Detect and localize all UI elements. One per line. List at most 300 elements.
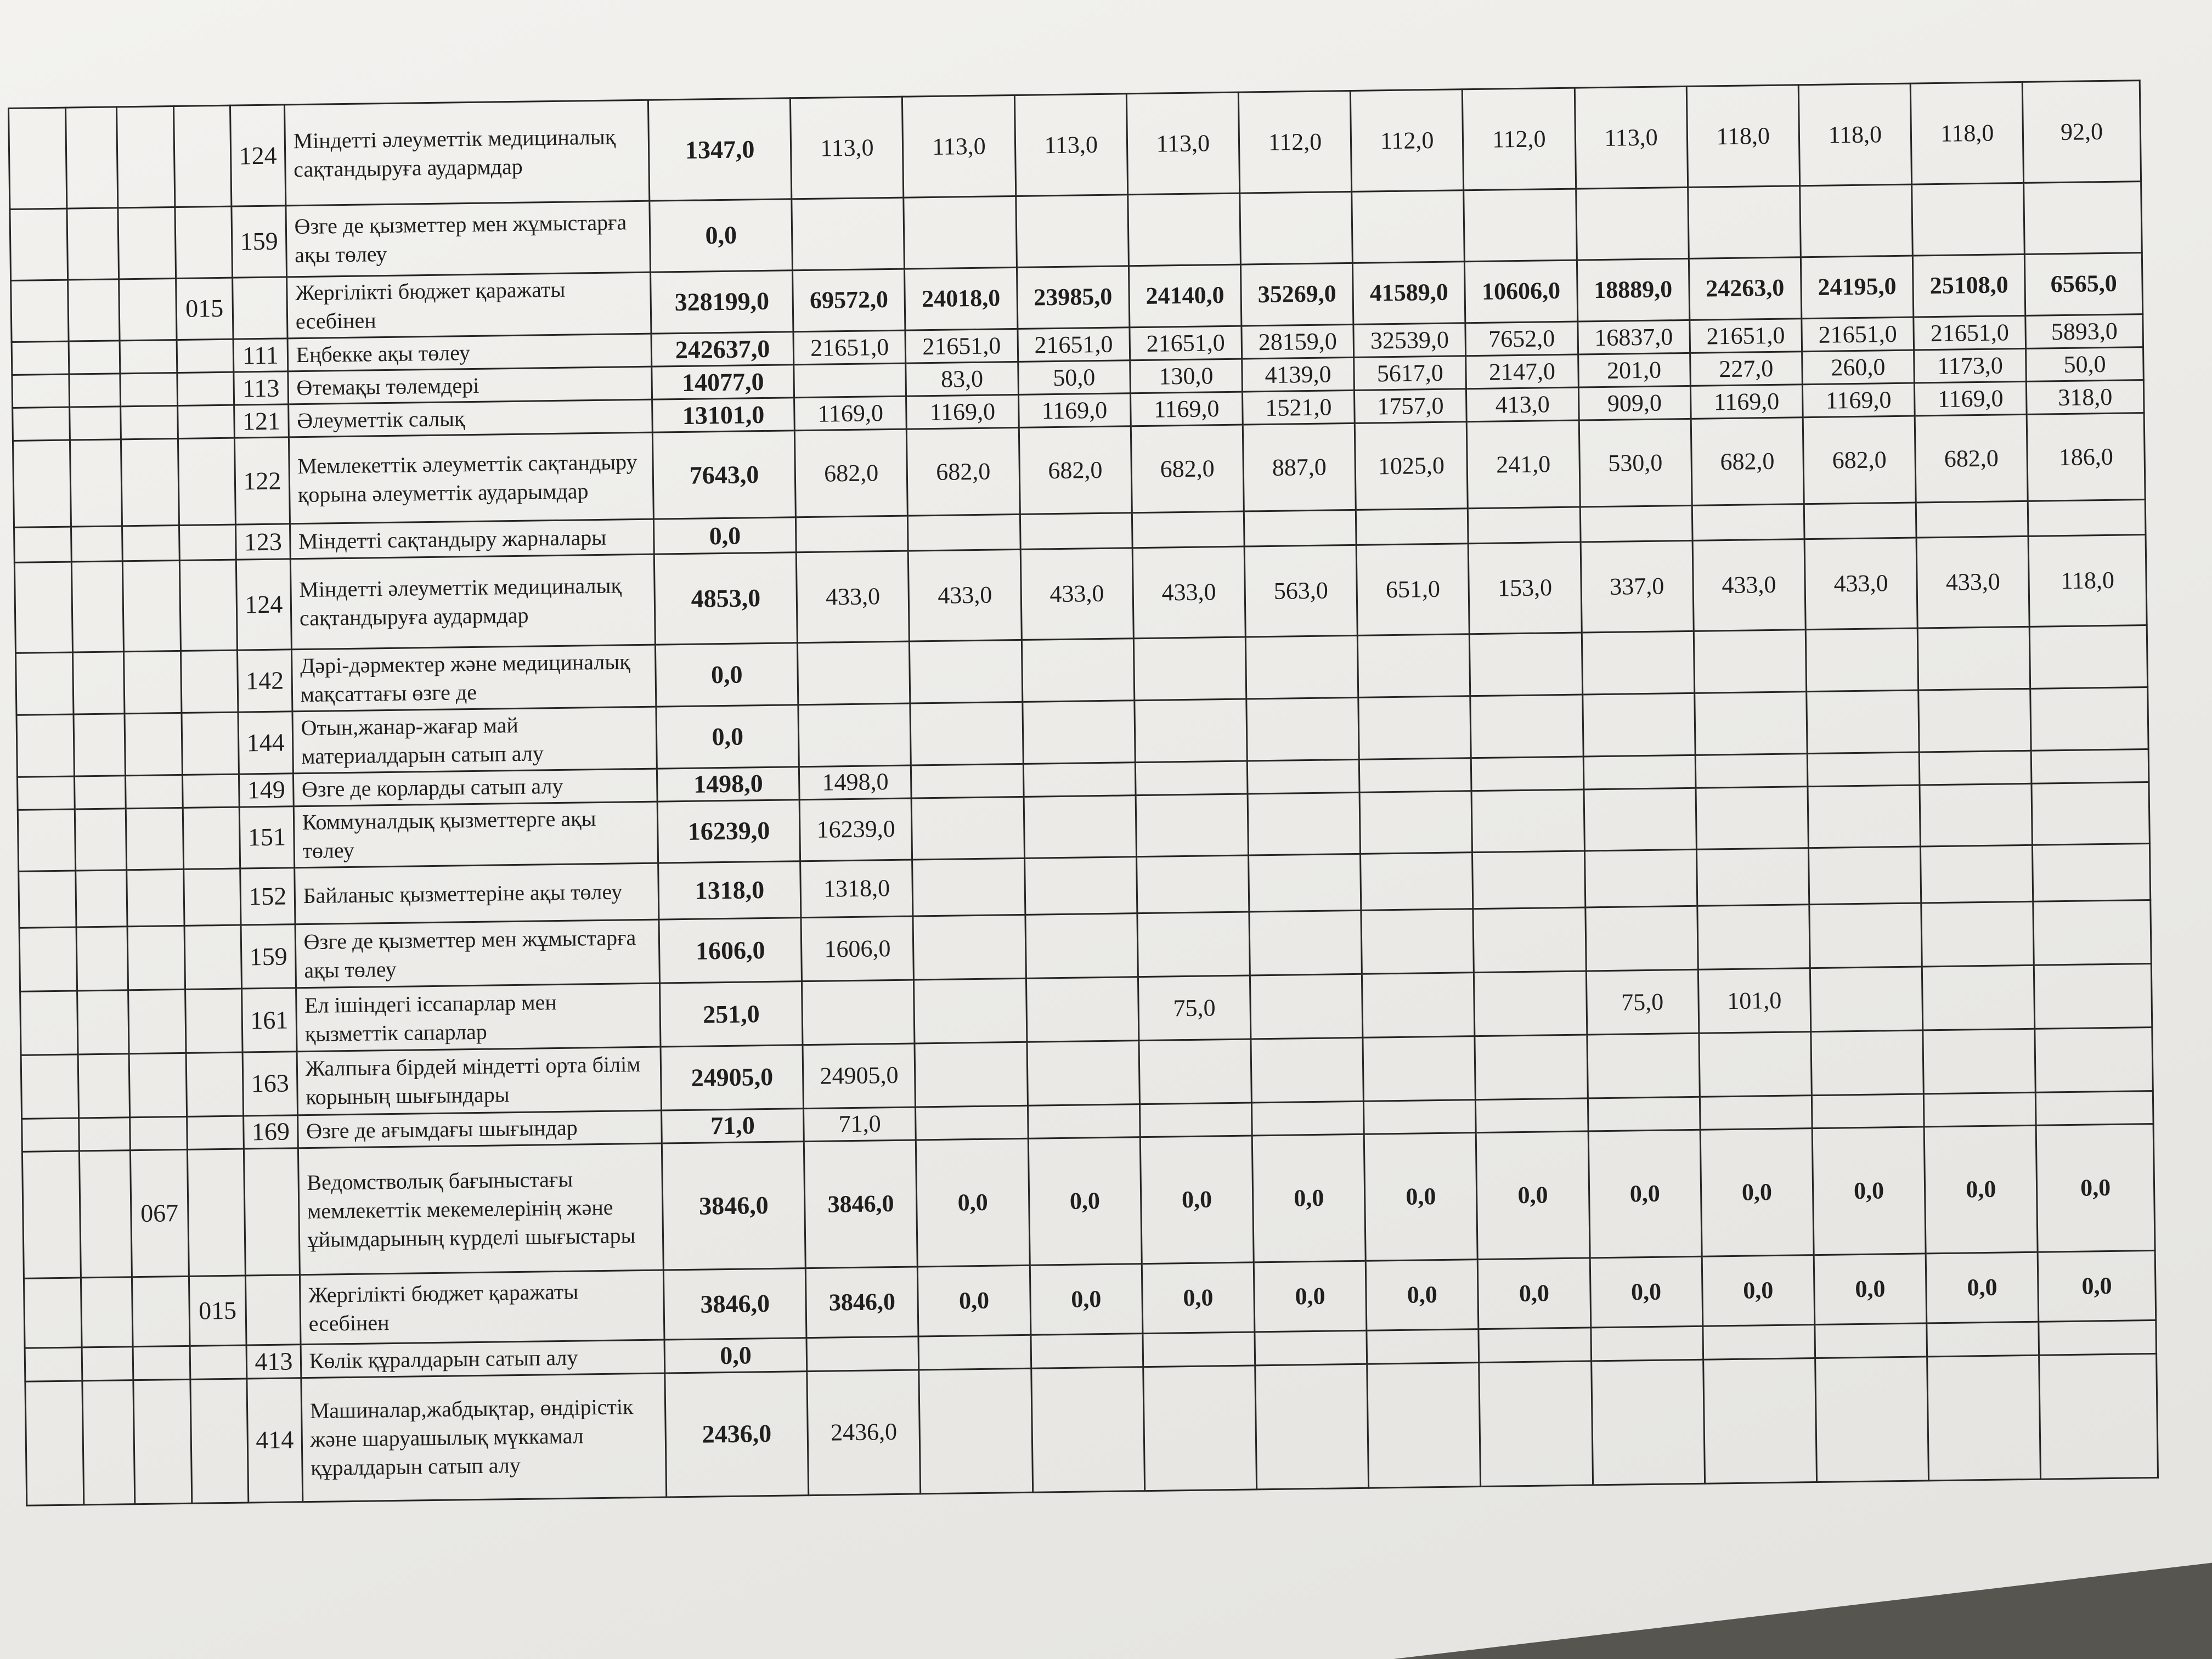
total-cell: 4853,0	[654, 552, 797, 645]
month-value-cell	[910, 702, 1023, 765]
month-value-cell: 16837,0	[1577, 320, 1690, 355]
month-value-cell	[1022, 639, 1135, 702]
margin-cell	[12, 374, 69, 408]
month-value-cell	[1807, 690, 1920, 753]
month-value-cell	[1028, 1104, 1140, 1138]
subprogram-code-cell	[182, 712, 239, 775]
month-value-cell	[806, 1336, 919, 1371]
margin-cell	[22, 1151, 81, 1279]
month-value-cell	[1248, 854, 1361, 912]
month-value-cell	[1251, 1101, 1364, 1136]
month-value-cell	[1812, 1094, 1924, 1128]
month-value-cell	[802, 980, 915, 1045]
month-value-cell	[1696, 848, 1809, 906]
margin-cell	[78, 1054, 130, 1118]
month-value-cell: 0,0	[1814, 1254, 1927, 1324]
program-code-cell	[125, 775, 182, 808]
month-value-cell	[919, 1368, 1032, 1494]
month-value-cell	[1585, 906, 1698, 971]
margin-cell	[24, 1278, 81, 1348]
month-value-cell	[1246, 697, 1359, 760]
month-value-cell	[1245, 636, 1358, 699]
month-value-cell	[1356, 509, 1468, 545]
specifics-cell: Өзге де корларды сатып алу	[293, 769, 657, 806]
month-value-cell	[2036, 1091, 2154, 1125]
margin-cell	[79, 1150, 132, 1278]
program-code-cell	[128, 990, 186, 1054]
month-value-cell: 0,0	[916, 1138, 1030, 1267]
month-value-cell: 5617,0	[1354, 356, 1466, 391]
margin-cell	[81, 1277, 133, 1347]
month-value-cell	[1807, 752, 1920, 787]
margin-cell	[74, 714, 126, 776]
margin-cell	[71, 526, 122, 562]
month-value-cell: 0,0	[2038, 1251, 2155, 1322]
total-cell: 0,0	[655, 643, 798, 707]
margin-cell	[14, 562, 72, 653]
month-value-cell	[1136, 794, 1249, 857]
expense-code-cell: 142	[238, 650, 292, 712]
expense-code-cell	[246, 1275, 301, 1345]
budget-ledger	[8, 80, 2159, 1506]
month-value-cell: 318,0	[2027, 380, 2145, 415]
month-value-cell: 21651,0	[905, 329, 1018, 364]
month-value-cell: 563,0	[1244, 545, 1357, 637]
specifics-cell: Өзге де ағымдағы шығындар	[297, 1110, 662, 1148]
month-value-cell: 433,0	[1804, 538, 1917, 630]
month-value-cell	[1583, 755, 1696, 789]
month-value-cell	[1367, 1329, 1479, 1364]
specifics-cell: Байланыс қызметтеріне ақы төлеу	[294, 863, 659, 924]
month-value-cell: 18889,0	[1577, 258, 1690, 321]
month-value-cell	[794, 363, 906, 398]
month-value-cell: 0,0	[1028, 1137, 1142, 1265]
total-cell: 14077,0	[652, 365, 794, 399]
month-value-cell: 0,0	[1364, 1132, 1477, 1261]
month-value-cell	[1363, 1036, 1476, 1101]
month-value-cell	[1694, 692, 1807, 755]
month-value-cell	[1473, 907, 1586, 972]
month-value-cell	[1255, 1364, 1369, 1489]
specifics-cell: Әлеуметтік салық	[288, 399, 652, 437]
month-value-cell	[796, 516, 909, 552]
month-value-cell: 682,0	[1915, 415, 2028, 503]
program-code-cell	[119, 278, 177, 341]
month-value-cell: 112,0	[1463, 88, 1576, 190]
subprogram-code-cell	[179, 560, 238, 651]
expense-code-cell: 121	[234, 404, 289, 438]
month-value-cell	[1362, 973, 1475, 1037]
specifics-cell: Өзге де қызметтер мен жұмыстарға ақы төлеу	[295, 920, 660, 988]
month-value-cell: 433,0	[909, 550, 1022, 642]
month-value-cell: 0,0	[1254, 1261, 1367, 1332]
month-value-cell	[1468, 507, 1581, 544]
expense-code-cell: 159	[232, 206, 286, 278]
month-value-cell	[1248, 792, 1361, 855]
month-value-cell: 0,0	[1476, 1131, 1589, 1260]
month-value-cell: 0,0	[918, 1266, 1031, 1336]
month-value-cell: 433,0	[1916, 537, 2029, 629]
total-cell: 0,0	[653, 517, 796, 555]
margin-cell	[10, 208, 67, 280]
margin-cell	[12, 341, 69, 375]
margin-cell	[16, 653, 74, 715]
month-value-cell	[1920, 783, 2033, 847]
subprogram-code-cell	[179, 524, 236, 561]
margin-cell	[77, 990, 129, 1054]
margin-cell	[18, 809, 75, 872]
month-value-cell	[915, 1042, 1028, 1107]
month-value-cell	[1031, 1333, 1143, 1368]
subprogram-code-cell	[180, 651, 238, 713]
month-value-cell	[913, 915, 1026, 980]
total-cell: 1606,0	[659, 918, 802, 983]
margin-cell	[19, 927, 77, 991]
month-value-cell	[1024, 857, 1137, 915]
month-value-cell: 1757,0	[1355, 389, 1467, 424]
month-value-cell: 35269,0	[1240, 263, 1353, 326]
month-value-cell	[1917, 627, 2030, 690]
month-value-cell	[1696, 786, 1809, 849]
month-value-cell	[1919, 751, 2032, 785]
month-value-cell: 1025,0	[1355, 422, 1468, 510]
month-value-cell	[1136, 855, 1249, 913]
month-value-cell: 0,0	[1812, 1127, 1926, 1255]
month-value-cell: 24905,0	[803, 1043, 916, 1108]
month-value-cell: 75,0	[1138, 975, 1251, 1040]
program-code-cell	[133, 1379, 192, 1504]
month-value-cell: 113,0	[791, 97, 904, 199]
margin-cell	[75, 870, 127, 927]
margin-cell	[69, 407, 121, 440]
month-value-cell: 530,0	[1579, 419, 1692, 507]
total-cell: 7643,0	[652, 431, 795, 519]
subprogram-code-cell	[190, 1379, 249, 1504]
total-cell: 13101,0	[652, 398, 795, 432]
month-value-cell	[918, 1335, 1031, 1370]
month-value-cell	[1927, 1322, 2039, 1357]
program-code-cell	[121, 406, 178, 439]
month-value-cell: 1521,0	[1242, 391, 1355, 425]
month-value-cell: 23985,0	[1017, 266, 1130, 329]
month-value-cell	[1024, 795, 1137, 858]
expense-code-cell: 414	[247, 1378, 302, 1503]
subprogram-code-cell	[190, 1345, 247, 1379]
month-value-cell: 118,0	[2028, 535, 2147, 627]
month-value-cell	[916, 1105, 1028, 1140]
month-value-cell	[1804, 503, 1916, 539]
margin-cell	[69, 341, 120, 374]
subprogram-code-cell	[178, 438, 236, 525]
month-value-cell	[1584, 850, 1697, 908]
program-code-cell	[122, 561, 180, 652]
expense-code-cell: 122	[235, 437, 290, 524]
total-cell: 328199,0	[651, 270, 794, 334]
month-value-cell	[1255, 1330, 1367, 1365]
month-value-cell: 4139,0	[1242, 358, 1355, 392]
month-value-cell: 6565,0	[2025, 252, 2143, 315]
month-value-cell	[2039, 1353, 2158, 1479]
month-value-cell: 682,0	[907, 428, 1020, 516]
margin-cell	[67, 208, 119, 280]
month-value-cell: 118,0	[1910, 82, 2024, 184]
month-value-cell: 1498,0	[799, 765, 912, 800]
month-value-cell	[911, 764, 1024, 798]
month-value-cell	[2029, 625, 2147, 689]
month-value-cell: 113,0	[902, 95, 1016, 198]
expense-code-cell: 149	[239, 773, 294, 806]
month-value-cell	[1471, 757, 1584, 791]
total-cell: 3846,0	[663, 1268, 806, 1340]
month-value-cell	[1918, 689, 2032, 752]
margin-cell	[13, 440, 71, 527]
month-value-cell: 0,0	[1365, 1260, 1479, 1330]
month-value-cell	[1135, 699, 1248, 762]
total-cell: 0,0	[664, 1338, 807, 1373]
expense-code-cell: 159	[241, 924, 296, 989]
total-cell: 2436,0	[665, 1371, 809, 1497]
month-value-cell	[1921, 902, 2034, 967]
month-value-cell: 16239,0	[799, 798, 912, 861]
program-code-cell	[127, 926, 185, 990]
month-value-cell: 433,0	[1020, 548, 1133, 640]
month-value-cell: 1169,0	[794, 396, 907, 431]
month-value-cell	[1015, 195, 1128, 267]
month-value-cell	[1920, 845, 2033, 904]
month-value-cell: 101,0	[1698, 968, 1811, 1033]
month-value-cell: 112,0	[1238, 91, 1352, 193]
month-value-cell	[1020, 513, 1132, 550]
specifics-cell: Дәрі-дәрмектер және медициналық мақсаттағы өзге де	[291, 645, 656, 712]
month-value-cell	[1249, 911, 1362, 975]
month-value-cell	[1582, 693, 1695, 756]
month-value-cell: 682,0	[1019, 426, 1132, 515]
month-value-cell	[1805, 628, 1918, 691]
month-value-cell: 2436,0	[807, 1370, 921, 1496]
month-value-cell: 2147,0	[1466, 354, 1578, 389]
month-value-cell: 69572,0	[793, 269, 906, 332]
month-value-cell: 1169,0	[1690, 385, 1803, 419]
subprogram-code-cell	[183, 807, 240, 870]
month-value-cell	[2028, 500, 2146, 537]
subprogram-code-cell	[185, 989, 242, 1053]
month-value-cell	[1916, 501, 2028, 538]
specifics-cell: Көлік құралдарын сатып алу	[301, 1340, 665, 1378]
month-value-cell	[1135, 761, 1248, 795]
month-value-cell: 1169,0	[906, 395, 1019, 430]
expense-code-cell: 124	[230, 105, 286, 206]
expense-code-cell: 144	[238, 712, 293, 774]
month-value-cell	[908, 514, 1020, 551]
month-value-cell: 413,0	[1466, 387, 1579, 422]
specifics-cell: Ведомстволық бағыныстағы мемлекеттік мекемелерінің және ұйымдарының күрделі шығыстары	[298, 1143, 663, 1275]
month-value-cell: 24018,0	[905, 267, 1018, 330]
margin-cell	[13, 407, 70, 441]
margin-cell	[69, 374, 121, 407]
month-value-cell	[2024, 182, 2142, 254]
month-value-cell: 24195,0	[1801, 256, 1914, 319]
month-value-cell	[1923, 1092, 2036, 1127]
month-value-cell	[1582, 631, 1695, 695]
specifics-cell: Міндетті әлеуметтік медициналық сақтандыруға аудармдар	[284, 100, 650, 206]
subprogram-code-cell	[174, 206, 232, 278]
month-value-cell	[1476, 1098, 1588, 1133]
month-value-cell	[1580, 505, 1692, 542]
month-value-cell	[1025, 913, 1138, 978]
month-value-cell	[1588, 1097, 1700, 1131]
margin-cell	[9, 108, 67, 210]
month-value-cell	[1584, 788, 1697, 851]
month-value-cell	[1922, 965, 2035, 1030]
expense-code-cell	[244, 1148, 300, 1276]
month-value-cell	[1361, 909, 1474, 974]
month-value-cell: 153,0	[1468, 542, 1581, 634]
specifics-cell: Өзге де қызметтер мен жұмыстарға ақы төлеу	[286, 201, 651, 276]
margin-cell	[25, 1347, 82, 1381]
month-value-cell	[1590, 1326, 1703, 1361]
month-value-cell	[1700, 1095, 1812, 1130]
expense-code-cell: 161	[242, 988, 297, 1052]
margin-cell	[82, 1380, 135, 1505]
program-code-cell	[129, 1053, 187, 1117]
month-value-cell: 241,0	[1467, 420, 1580, 509]
margin-cell	[67, 279, 120, 342]
month-value-cell	[1471, 789, 1584, 853]
month-value-cell: 21651,0	[1018, 328, 1130, 362]
program-code-cell	[121, 439, 179, 526]
month-value-cell: 3846,0	[806, 1267, 919, 1338]
month-value-cell	[912, 859, 1025, 917]
month-value-cell	[1809, 903, 1922, 968]
specifics-cell: Өтемақы төлемдері	[288, 366, 652, 404]
month-value-cell	[910, 640, 1023, 703]
program-code-cell	[127, 870, 184, 927]
month-value-cell	[1143, 1331, 1255, 1367]
month-value-cell	[1139, 1039, 1252, 1104]
subprogram-code-cell	[177, 372, 234, 405]
margin-cell	[20, 991, 78, 1055]
month-value-cell	[1022, 701, 1135, 764]
month-value-cell: 25108,0	[1912, 254, 2025, 317]
month-value-cell: 0,0	[1926, 1252, 2039, 1323]
month-value-cell	[1703, 1324, 1815, 1359]
specifics-cell: Машиналар,жабдықтар, өндірістік және шаруашылық мүккамал құралдарын сатып алу	[301, 1373, 667, 1502]
program-code-cell: 067	[130, 1149, 189, 1277]
month-value-cell	[2034, 964, 2152, 1029]
month-value-cell	[2039, 1320, 2157, 1355]
program-code-cell	[130, 1116, 187, 1150]
month-value-cell: 1318,0	[800, 860, 913, 918]
month-value-cell: 0,0	[1590, 1256, 1703, 1327]
month-value-cell: 3846,0	[804, 1140, 917, 1268]
month-value-cell: 21651,0	[793, 330, 906, 365]
program-code-cell	[126, 808, 183, 870]
month-value-cell	[1367, 1362, 1481, 1488]
month-value-cell: 433,0	[1132, 546, 1245, 639]
month-value-cell	[1912, 183, 2025, 256]
month-value-cell	[1026, 977, 1139, 1042]
program-code-cell	[123, 651, 181, 714]
month-value-cell: 227,0	[1690, 352, 1802, 386]
subprogram-code-cell	[182, 774, 239, 808]
month-value-cell: 7652,0	[1465, 321, 1578, 356]
month-value-cell	[792, 198, 905, 270]
month-value-cell	[1470, 633, 1583, 696]
total-cell: 242637,0	[651, 332, 794, 366]
month-value-cell	[1800, 184, 1913, 257]
subprogram-code-cell	[173, 105, 232, 207]
subprogram-code-cell: 015	[176, 278, 233, 340]
month-value-cell: 0,0	[1252, 1134, 1365, 1262]
month-value-cell	[1137, 912, 1250, 977]
month-value-cell	[1692, 504, 1804, 541]
month-value-cell	[1591, 1359, 1705, 1485]
month-value-cell	[1128, 193, 1241, 266]
month-value-cell: 83,0	[906, 362, 1018, 397]
month-value-cell	[1358, 696, 1471, 759]
month-value-cell	[1479, 1327, 1591, 1362]
month-value-cell	[1364, 1099, 1476, 1134]
margin-cell	[71, 561, 123, 652]
month-value-cell: 1169,0	[1802, 383, 1915, 417]
margin-cell	[22, 1118, 79, 1152]
subprogram-code-cell	[187, 1116, 244, 1149]
margin-cell	[72, 652, 125, 714]
program-code-cell	[118, 207, 176, 279]
month-value-cell: 0,0	[1924, 1125, 2038, 1254]
month-value-cell	[1139, 1103, 1252, 1137]
program-code-cell	[120, 373, 177, 407]
month-value-cell: 113,0	[1126, 92, 1240, 195]
subprogram-code-cell	[184, 925, 242, 989]
month-value-cell	[1587, 1033, 1700, 1098]
month-value-cell: 433,0	[796, 551, 909, 643]
margin-cell	[75, 808, 127, 871]
month-value-cell	[1031, 1367, 1144, 1492]
month-value-cell	[2032, 782, 2149, 845]
margin-cell	[19, 871, 76, 928]
month-value-cell: 0,0	[1140, 1136, 1254, 1264]
month-value-cell	[1703, 1358, 1816, 1483]
month-value-cell: 28159,0	[1242, 325, 1354, 359]
month-value-cell	[2033, 900, 2151, 966]
month-value-cell	[2033, 844, 2151, 902]
month-value-cell	[1359, 791, 1472, 854]
month-value-cell: 71,0	[804, 1107, 916, 1142]
month-value-cell	[2030, 687, 2148, 751]
expense-code-cell: 124	[236, 559, 292, 651]
month-value-cell: 0,0	[2036, 1124, 2155, 1252]
month-value-cell: 130,0	[1130, 359, 1242, 393]
margin-cell	[25, 1380, 84, 1505]
month-value-cell: 186,0	[2027, 413, 2145, 501]
month-value-cell: 112,0	[1350, 89, 1464, 192]
month-value-cell	[1352, 190, 1465, 263]
month-value-cell	[1576, 188, 1689, 260]
month-value-cell	[2035, 1027, 2153, 1092]
month-value-cell: 1169,0	[1130, 392, 1243, 426]
month-value-cell: 0,0	[1030, 1264, 1143, 1335]
total-cell: 1347,0	[648, 98, 792, 201]
margin-cell	[74, 775, 126, 809]
month-value-cell	[1027, 1041, 1140, 1105]
subprogram-code-cell: 015	[189, 1276, 246, 1346]
program-code-cell	[133, 1346, 190, 1380]
month-value-cell: 651,0	[1356, 544, 1469, 636]
specifics-cell: Жергілікті бюджет қаражаты есебінен	[300, 1270, 664, 1344]
expense-code-cell: 113	[234, 371, 288, 405]
month-value-cell: 21651,0	[1914, 316, 2026, 351]
